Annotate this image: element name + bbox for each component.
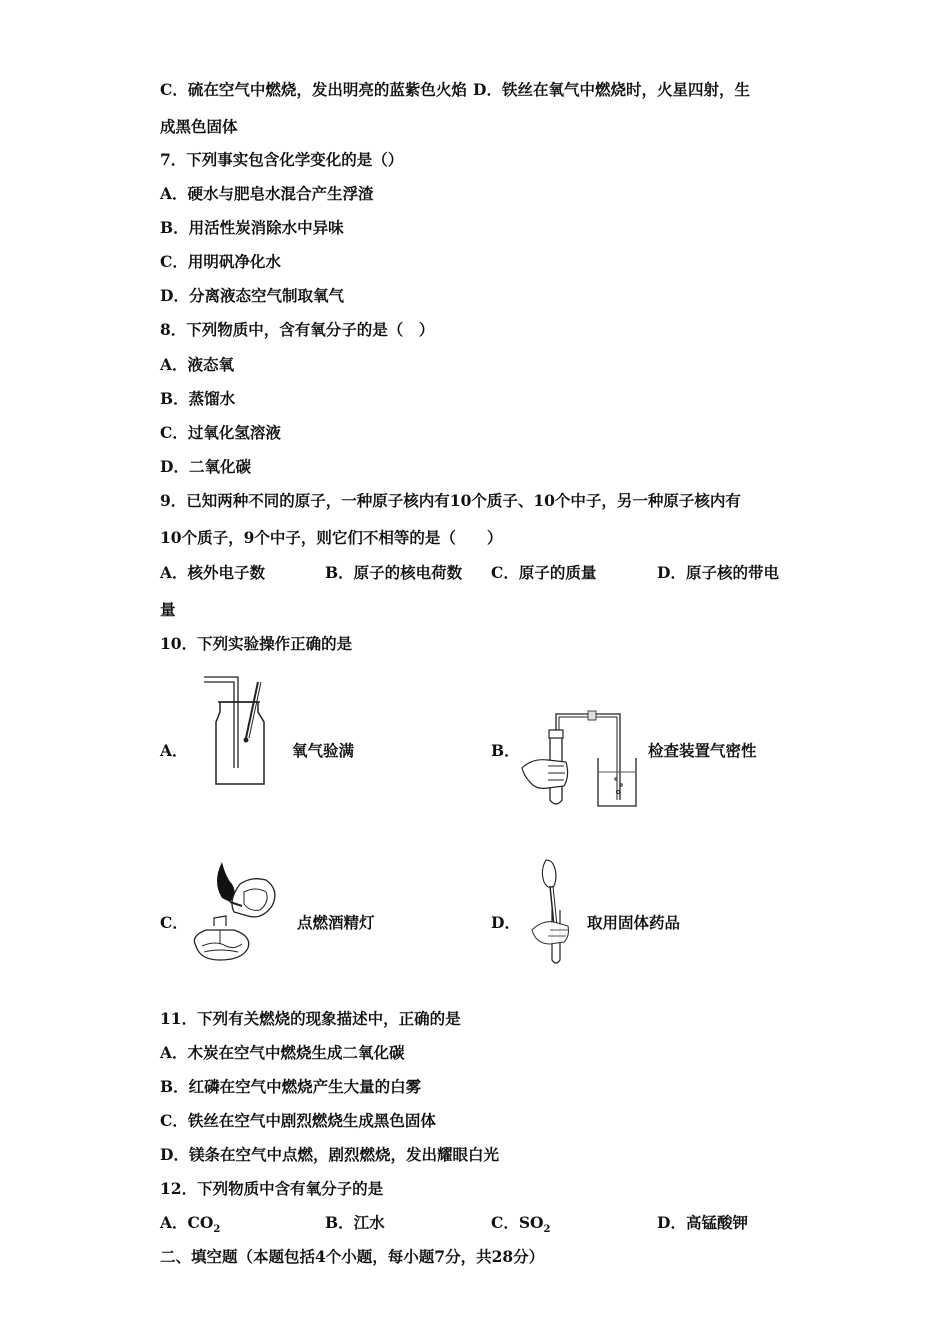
q10-figure-c-caption: 点燃酒精灯: [297, 913, 375, 932]
q7-option-c: C．用明矾净化水: [160, 252, 281, 271]
q11-option-d: D．镁条在空气中点燃，剧烈燃烧，发出耀眼白光: [160, 1145, 499, 1164]
q8-option-c: C．过氧化氢溶液: [160, 423, 281, 442]
q12-stem: 12．下列物质中含有氧分子的是: [160, 1179, 384, 1198]
q12-option-a: A．$CO_2$: [160, 1213, 221, 1236]
airtightness-apparatus-figure: [518, 706, 640, 810]
q9-option-c: C．原子的质量: [491, 563, 597, 582]
q6-option-d: D．铁丝在氧气中燃烧时，火星四射，生: [473, 80, 750, 99]
q9-stem-line2: 10个质子，9个中子，则它们不相等的是（ ）: [160, 528, 503, 547]
q8-stem: 8．下列物质中，含有氧分子的是（ ）: [160, 320, 435, 339]
q10-stem: 10．下列实验操作正确的是: [160, 634, 353, 653]
q9-option-d: D．原子核的带电: [657, 563, 779, 582]
q6-option-d-continued: 成黑色固体: [160, 117, 238, 136]
q9-option-b: B．原子的核电荷数: [325, 563, 463, 582]
q12-option-c: C．$SO_2$: [491, 1213, 551, 1236]
q10-figure-d-caption: 取用固体药品: [587, 913, 681, 932]
section-2-heading: 二、填空题（本题包括4个小题，每小题7分，共28分）: [160, 1247, 545, 1266]
q12-option-d: D．高锰酸钾: [657, 1213, 748, 1232]
q8-option-a: A．液态氧: [160, 355, 235, 374]
q12-option-b: B．江水: [325, 1213, 385, 1232]
q7-option-b: B．用活性炭消除水中异味: [160, 218, 344, 237]
q7-option-a: A．硬水与肥皂水混合产生浮渣: [160, 184, 374, 203]
alcohol-lamp-figure: [186, 856, 286, 968]
q10-figure-d-letter: D．: [491, 913, 520, 932]
q11-stem: 11．下列有关燃烧的现象描述中，正确的是: [160, 1009, 461, 1028]
oxygen-bottle-figure: [196, 672, 276, 788]
q10-figure-b-letter: B．: [491, 741, 520, 760]
solid-reagent-figure: [526, 856, 576, 968]
q10-figure-c-letter: C．: [160, 913, 188, 932]
q6-option-c: C．硫在空气中燃烧，发出明亮的蓝紫色火焰: [160, 80, 467, 99]
q8-option-b: B．蒸馏水: [160, 389, 236, 408]
q10-figure-a-letter: A．: [160, 741, 188, 760]
q7-option-d: D．分离液态空气制取氧气: [160, 286, 344, 305]
q11-option-c: C．铁丝在空气中剧烈燃烧生成黑色固体: [160, 1111, 436, 1130]
q9-stem-line1: 9．已知两种不同的原子，一种原子核内有10个质子、10个中子，另一种原子核内有: [160, 491, 741, 510]
q7-stem: 7．下列事实包含化学变化的是（）: [160, 150, 404, 169]
q10-figure-a-caption: 氧气验满: [292, 741, 355, 760]
q10-figure-b-caption: 检查装置气密性: [648, 741, 757, 760]
q9-option-d-continued: 量: [160, 600, 176, 619]
q8-option-d: D．二氧化碳: [160, 457, 251, 476]
q9-option-a: A．核外电子数: [160, 563, 266, 582]
q11-option-b: B．红磷在空气中燃烧产生大量的白雾: [160, 1077, 422, 1096]
q11-option-a: A．木炭在空气中燃烧生成二氧化碳: [160, 1043, 405, 1062]
